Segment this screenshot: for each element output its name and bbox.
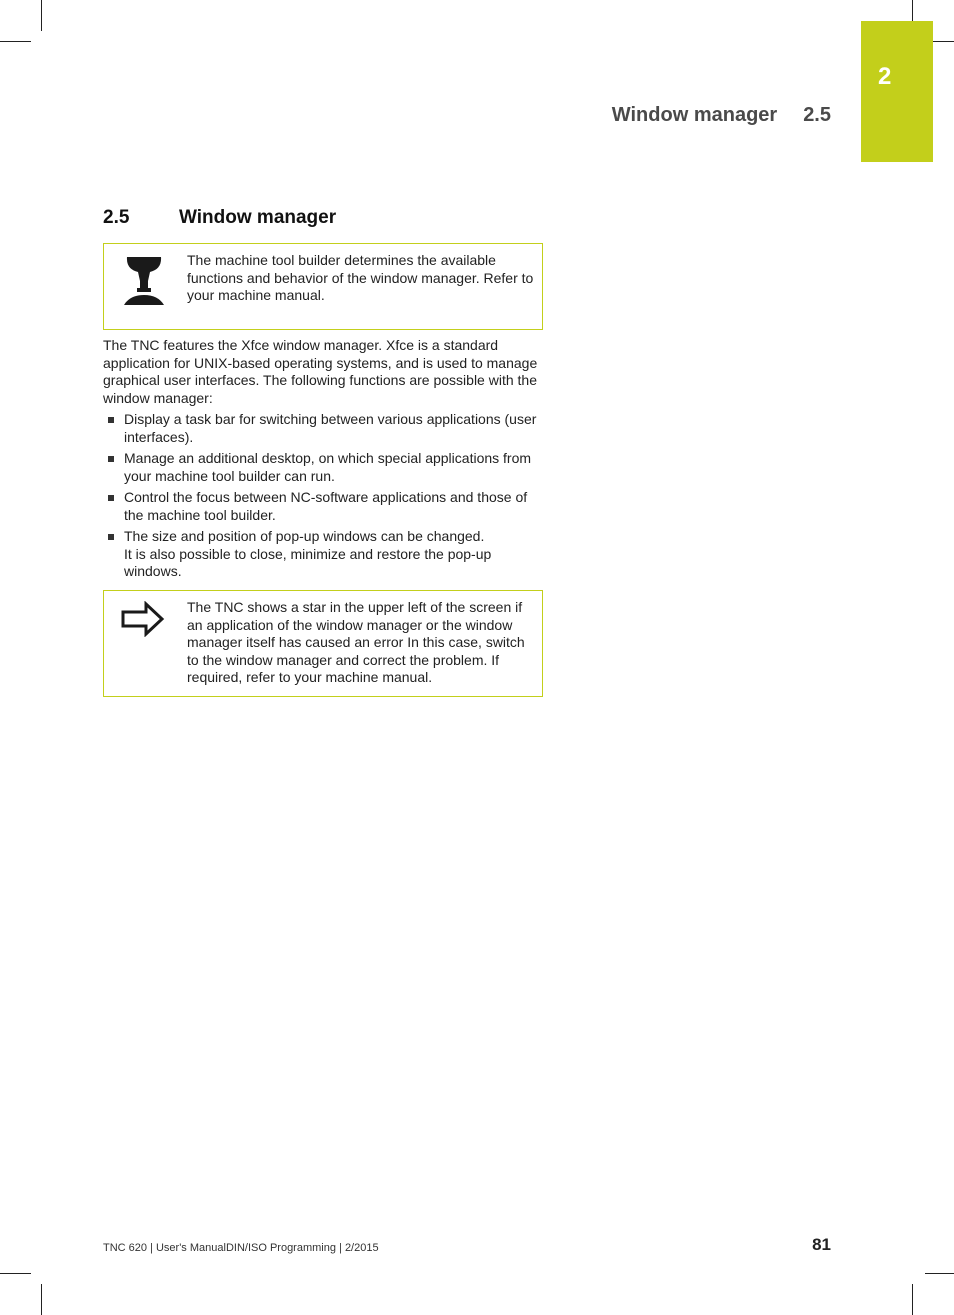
- function-list: [103, 411, 543, 585]
- crop-mark: [933, 41, 954, 42]
- note-text: The machine tool builder determines the available functions and behavior of the window manager. Refer to your machine manual.: [187, 252, 534, 303]
- running-header-title: Window manager: [611, 104, 778, 126]
- note-text: The TNC shows a star in the upper left of the screen if an application of the window manager or the window manager itself has caused an error In this case, switch to the window manager and correct the problem. If required, refer to your machine manual.: [187, 599, 525, 685]
- list-item: Display a task bar for switching between various applications (user interfaces).: [103, 411, 543, 446]
- section-heading: [103, 207, 336, 229]
- bullet-square-icon: [108, 456, 114, 462]
- chapter-tab: [861, 21, 933, 162]
- arrow-right-icon: [120, 601, 166, 642]
- machine-builder-icon: [120, 255, 168, 312]
- note-box-tip: [103, 590, 543, 697]
- running-header-section: 2.5: [803, 104, 831, 126]
- crop-mark: [925, 1273, 954, 1274]
- crop-mark: [912, 0, 913, 21]
- intro-paragraph: The TNC features the Xfce window manager. Xfce is a standard application for UNIX-based operating systems, and is used to manage graphical user interfaces. The following functions are possible with the window manager:: [103, 337, 538, 406]
- note-box-machine: [103, 243, 543, 330]
- crop-mark: [41, 0, 42, 31]
- section-number: 2.5: [103, 207, 130, 228]
- page-number: 81: [812, 1235, 831, 1254]
- list-item: The size and position of pop-up windows can be changed. It is also possible to close, minimize and restore the pop-up windows.: [103, 528, 543, 581]
- crop-mark: [0, 1273, 31, 1274]
- crop-mark: [0, 41, 31, 42]
- footer-text: TNC 620 | User's ManualDIN/ISO Programming | 2/2015: [103, 1242, 379, 1254]
- running-header: [612, 104, 831, 127]
- note-divider: [186, 330, 187, 331]
- list-item: Control the focus between NC-software applications and those of the machine tool builder.: [103, 489, 543, 524]
- crop-mark: [912, 1284, 913, 1315]
- section-title: Window manager: [179, 207, 337, 228]
- bullet-square-icon: [108, 534, 114, 540]
- list-item: Manage an additional desktop, on which special applications from your machine tool builder can run.: [103, 450, 543, 485]
- bullet-square-icon: [108, 417, 114, 423]
- chapter-number: 2: [878, 63, 892, 90]
- crop-mark: [41, 1284, 42, 1315]
- bullet-square-icon: [108, 495, 114, 501]
